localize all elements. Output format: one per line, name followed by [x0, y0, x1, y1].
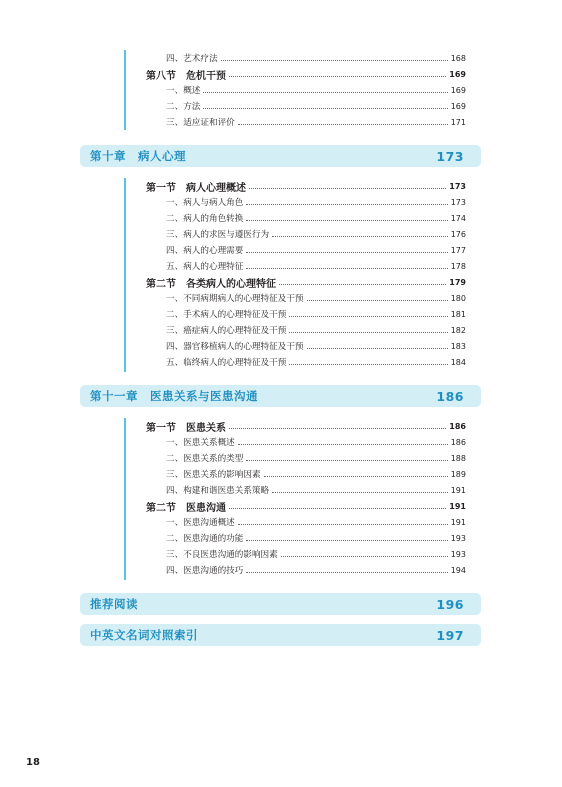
- page-number: 18: [26, 757, 40, 768]
- toc-entry-page: 184: [450, 357, 466, 367]
- toc-entry-title: 第二节 各类病人的心理特征: [146, 278, 276, 290]
- toc-entry-page: 183: [450, 341, 466, 351]
- chapter-title: 中英文名词对照索引: [90, 628, 198, 642]
- leader-dots: [281, 556, 448, 557]
- toc-entry-title: 三、适应证和评价: [166, 118, 235, 128]
- toc-group-2: [124, 418, 482, 580]
- toc-entry[interactable]: [146, 226, 466, 242]
- toc-entry-page: 181: [450, 309, 466, 319]
- toc-entry[interactable]: [146, 546, 466, 562]
- toc-entry-title: 第二节 医患沟通: [146, 502, 226, 514]
- toc-entry-page: 169: [450, 101, 466, 111]
- leader-dots: [246, 204, 447, 205]
- leader-dots: [307, 300, 448, 301]
- leader-dots: [279, 284, 446, 285]
- toc-entry[interactable]: [146, 466, 466, 482]
- toc-entry-title: 二、医患沟通的功能: [166, 534, 244, 544]
- toc-entry-title: 一、医患沟通概述: [166, 518, 235, 528]
- chapter-heading[interactable]: [80, 385, 481, 407]
- chapter-heading[interactable]: [80, 624, 481, 646]
- toc-entry-page: 169: [450, 85, 466, 95]
- leader-dots: [272, 236, 448, 237]
- chapter-page: 186: [436, 388, 464, 404]
- vertical-rule: [124, 50, 126, 130]
- leader-dots: [238, 124, 448, 125]
- toc-entry[interactable]: [146, 530, 466, 546]
- toc-entry-page: 188: [450, 453, 466, 463]
- chapter-page: 196: [436, 596, 464, 612]
- toc-group-1: [124, 178, 482, 372]
- toc-entry[interactable]: [146, 322, 466, 338]
- leader-dots: [203, 108, 447, 109]
- toc-entry[interactable]: [146, 354, 466, 370]
- toc-entry-page: 171: [450, 117, 466, 127]
- toc-entry-page: 186: [449, 421, 466, 431]
- toc-entry[interactable]: [146, 178, 466, 194]
- toc-entry[interactable]: [146, 514, 466, 530]
- toc-entry[interactable]: [146, 242, 466, 258]
- toc-entry-page: 189: [450, 469, 466, 479]
- leader-dots: [307, 348, 448, 349]
- toc-entry-title: 四、构建和谐医患关系策略: [166, 486, 270, 496]
- toc-entry-title: 一、病人与病人角色: [166, 198, 244, 208]
- toc-entry[interactable]: [146, 274, 466, 290]
- chapter-page: 197: [436, 627, 464, 643]
- toc-entry-title: 三、不良医患沟通的影响因素: [166, 550, 278, 560]
- toc-entry[interactable]: [146, 194, 466, 210]
- leader-dots: [246, 572, 447, 573]
- leader-dots: [238, 444, 448, 445]
- toc-entry-page: 193: [450, 533, 466, 543]
- chapter-heading[interactable]: [80, 145, 481, 167]
- toc-entry-page: 191: [449, 501, 466, 511]
- leader-dots: [246, 220, 447, 221]
- chapter-title: 第十一章 医患关系与医患沟通: [90, 389, 258, 403]
- leader-dots: [272, 492, 448, 493]
- toc-entry-title: 二、病人的角色转换: [166, 214, 244, 224]
- toc-entry-page: 177: [450, 245, 466, 255]
- toc-entry[interactable]: [146, 82, 466, 98]
- toc-entry-title: 第一节 病人心理概述: [146, 182, 246, 194]
- toc-entry-page: 168: [450, 53, 466, 63]
- toc-entry-page: 173: [450, 197, 466, 207]
- toc-entry[interactable]: [146, 562, 466, 578]
- toc-entry-title: 第一节 医患关系: [146, 422, 226, 434]
- leader-dots: [203, 92, 447, 93]
- vertical-rule: [124, 178, 126, 372]
- toc-entry-title: 二、方法: [166, 102, 201, 112]
- leader-dots: [229, 428, 446, 429]
- toc-entry[interactable]: [146, 98, 466, 114]
- toc-entry-title: 一、不同病期病人的心理特征及干预: [166, 294, 304, 304]
- chapter-heading[interactable]: [80, 593, 481, 615]
- toc-entry-title: 三、癌症病人的心理特征及干预: [166, 326, 287, 336]
- toc-entry-title: 四、病人的心理需要: [166, 246, 244, 256]
- leader-dots: [249, 188, 446, 189]
- toc-entry[interactable]: [146, 66, 466, 82]
- toc-entry-page: 180: [450, 293, 466, 303]
- chapter-page: 173: [436, 148, 464, 164]
- leader-dots: [289, 332, 447, 333]
- toc-entry-title: 四、器官移植病人的心理特征及干预: [166, 342, 304, 352]
- leader-dots: [246, 540, 447, 541]
- vertical-rule: [124, 418, 126, 580]
- toc-entry-title: 二、医患关系的类型: [166, 454, 244, 464]
- toc-entry-page: 174: [450, 213, 466, 223]
- toc-entry-page: 178: [450, 261, 466, 271]
- leader-dots: [229, 508, 446, 509]
- toc-entry[interactable]: [146, 482, 466, 498]
- toc-entry[interactable]: [146, 258, 466, 274]
- toc-entry-page: 191: [450, 517, 466, 527]
- toc-entry-title: 三、医患关系的影响因素: [166, 470, 261, 480]
- toc-entry-title: 第八节 危机干预: [146, 70, 226, 82]
- leader-dots: [238, 524, 448, 525]
- toc-entry-page: 194: [450, 565, 466, 575]
- toc-entry-title: 五、病人的心理特征: [166, 262, 244, 272]
- toc-entry-title: 一、医患关系概述: [166, 438, 235, 448]
- toc-entry-title: 三、病人的求医与遵医行为: [166, 230, 270, 240]
- toc-entry-title: 四、医患沟通的技巧: [166, 566, 244, 576]
- toc-entry-page: 176: [450, 229, 466, 239]
- toc-entry-title: 一、概述: [166, 86, 201, 96]
- toc-entry[interactable]: [146, 434, 466, 450]
- toc-entry[interactable]: [146, 338, 466, 354]
- chapter-title: 第十章 病人心理: [90, 149, 186, 163]
- leader-dots: [289, 316, 447, 317]
- leader-dots: [246, 252, 447, 253]
- toc-entry[interactable]: [146, 50, 466, 66]
- toc-entry[interactable]: [146, 498, 466, 514]
- toc-entry[interactable]: [146, 210, 466, 226]
- toc-entry-page: 186: [450, 437, 466, 447]
- toc-entry-page: 182: [450, 325, 466, 335]
- leader-dots: [246, 268, 447, 269]
- leader-dots: [246, 460, 447, 461]
- toc-entry-title: 二、手术病人的心理特征及干预: [166, 310, 287, 320]
- leader-dots: [289, 364, 447, 365]
- leader-dots: [221, 60, 448, 61]
- toc-entry[interactable]: [146, 114, 466, 130]
- toc-entry-title: 四、艺术疗法: [166, 54, 218, 64]
- toc-entry[interactable]: [146, 290, 466, 306]
- toc-entry-page: 179: [449, 277, 466, 287]
- toc-entry-page: 173: [449, 181, 466, 191]
- toc-entry[interactable]: [146, 418, 466, 434]
- toc-entry-page: 193: [450, 549, 466, 559]
- leader-dots: [229, 76, 446, 77]
- toc-entry[interactable]: [146, 306, 466, 322]
- toc-entry-page: 191: [450, 485, 466, 495]
- leader-dots: [264, 476, 448, 477]
- toc-entry-page: 169: [449, 69, 466, 79]
- toc-entry-title: 五、临终病人的心理特征及干预: [166, 358, 287, 368]
- toc-entry[interactable]: [146, 450, 466, 466]
- chapter-title: 推荐阅读: [90, 597, 138, 611]
- toc-group-0: [124, 50, 482, 130]
